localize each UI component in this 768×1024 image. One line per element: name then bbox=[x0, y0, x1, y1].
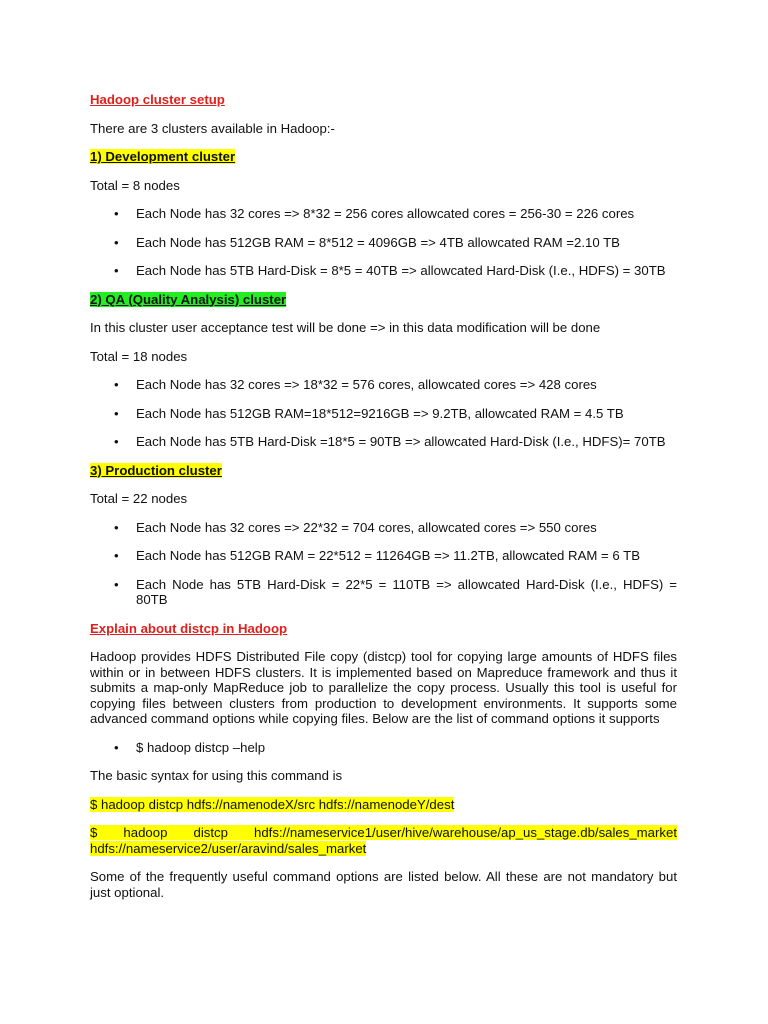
distcp-heading: Explain about distcp in Hadoop bbox=[90, 620, 288, 636]
list-item-text: Each Node has 32 cores => 22*32 = 704 cores, allowcated cores => 550 cores bbox=[136, 519, 597, 535]
list-item bbox=[90, 206, 677, 222]
list-item-text: Each Node has 32 cores => 8*32 = 256 cores allowcated cores = 256-30 = 226 cores bbox=[136, 206, 635, 221]
bullet-icon: • bbox=[114, 434, 119, 449]
qa-cluster-heading-line bbox=[90, 292, 677, 308]
dev-total: Total = 8 nodes bbox=[90, 177, 180, 193]
qa-total: Total = 18 nodes bbox=[90, 348, 188, 364]
bullet-icon: • bbox=[114, 405, 119, 421]
qa-description: In this cluster user acceptance test will be done => in this data modification will be done bbox=[90, 320, 601, 335]
distcp-help-list bbox=[90, 740, 677, 756]
intro-text: There are 3 clusters available in Hadoop:- bbox=[90, 120, 335, 136]
bullet-icon: • bbox=[114, 377, 119, 392]
section-title bbox=[90, 92, 677, 108]
command-example-1: $ hadoop distcp hdfs://namenodeX/src hdfs://namenodeY/dest bbox=[90, 796, 455, 812]
prod-cluster-heading: 3) Production cluster bbox=[90, 462, 222, 478]
list-item-text: Each Node has 5TB Hard-Disk = 8*5 = 40TB => allowcated Hard-Disk (I.e., HDFS) = 30TB bbox=[136, 263, 666, 278]
command-line-2 bbox=[90, 825, 677, 856]
dev-bullet-list bbox=[90, 206, 677, 279]
distcp-title-line bbox=[90, 621, 677, 637]
qa-bullet-list bbox=[90, 377, 677, 450]
list-item bbox=[90, 520, 677, 536]
bullet-icon: • bbox=[114, 234, 119, 250]
list-item-text: $ hadoop distcp –help bbox=[136, 739, 266, 755]
dev-cluster-heading: 1) Development cluster bbox=[90, 149, 236, 164]
list-item-text: Each Node has 512GB RAM = 8*512 = 4096GB => 4TB allowcated RAM =2.10 TB bbox=[136, 234, 620, 250]
hadoop-cluster-setup-heading: Hadoop cluster setup bbox=[90, 92, 225, 107]
bullet-icon: • bbox=[114, 548, 119, 563]
list-item bbox=[90, 434, 677, 450]
syntax-intro: The basic syntax for using this command is bbox=[90, 768, 343, 783]
prod-cluster-heading-line bbox=[90, 463, 677, 479]
list-item bbox=[90, 740, 677, 756]
bullet-icon: • bbox=[114, 263, 119, 278]
list-item bbox=[90, 577, 677, 608]
list-item-text: Each Node has 5TB Hard-Disk =18*5 = 90TB => allowcated Hard-Disk (I.e., HDFS)= 70TB bbox=[136, 434, 666, 449]
list-item-text: Each Node has 512GB RAM=18*512=9216GB => 9.2TB, allowcated RAM = 4.5 TB bbox=[136, 405, 624, 421]
list-item-text: Each Node has 5TB Hard-Disk = 22*5 = 110TB => allowcated Hard-Disk (I.e., HDFS) = 80TB bbox=[136, 576, 677, 607]
command-example-2: $ hadoop distcp hdfs://nameservice1/user/hive/warehouse/ap_us_stage.db/sales_market hdfs://nameservice2/user/aravind/sales_market bbox=[90, 825, 677, 856]
document-page bbox=[90, 92, 677, 913]
list-item bbox=[90, 235, 677, 251]
dev-cluster-heading-line bbox=[90, 149, 677, 165]
bullet-icon: • bbox=[114, 576, 119, 592]
list-item-text: Each Node has 512GB RAM = 22*512 = 11264GB => 11.2TB, allowcated RAM = 6 TB bbox=[136, 548, 640, 563]
list-item bbox=[90, 263, 677, 279]
list-item bbox=[90, 548, 677, 564]
bullet-icon: • bbox=[114, 739, 119, 755]
prod-total: Total = 22 nodes bbox=[90, 491, 188, 506]
command-line-1 bbox=[90, 797, 677, 813]
list-item-text: Each Node has 32 cores => 18*32 = 576 cores, allowcated cores => 428 cores bbox=[136, 377, 597, 392]
bullet-icon: • bbox=[114, 519, 119, 535]
list-item bbox=[90, 377, 677, 393]
list-item bbox=[90, 406, 677, 422]
qa-cluster-heading: 2) QA (Quality Analysis) cluster bbox=[90, 291, 287, 307]
distcp-paragraph: Hadoop provides HDFS Distributed File copy (distcp) tool for copying large amounts of HDFS files within or in between HDFS clusters. It is implemented based on Mapreduce framework and thus it submits a map-only MapReduce job to parallelize the copy process. Usually this tool is useful for copying files between clusters from production to development environments. It supports some advanced command options while copying files. Below are the list of command options it supports bbox=[90, 649, 677, 726]
closing-paragraph: Some of the frequently useful command options are listed below. All these are not mandatory but just optional. bbox=[90, 869, 677, 900]
bullet-icon: • bbox=[114, 206, 119, 221]
prod-bullet-list bbox=[90, 520, 677, 608]
